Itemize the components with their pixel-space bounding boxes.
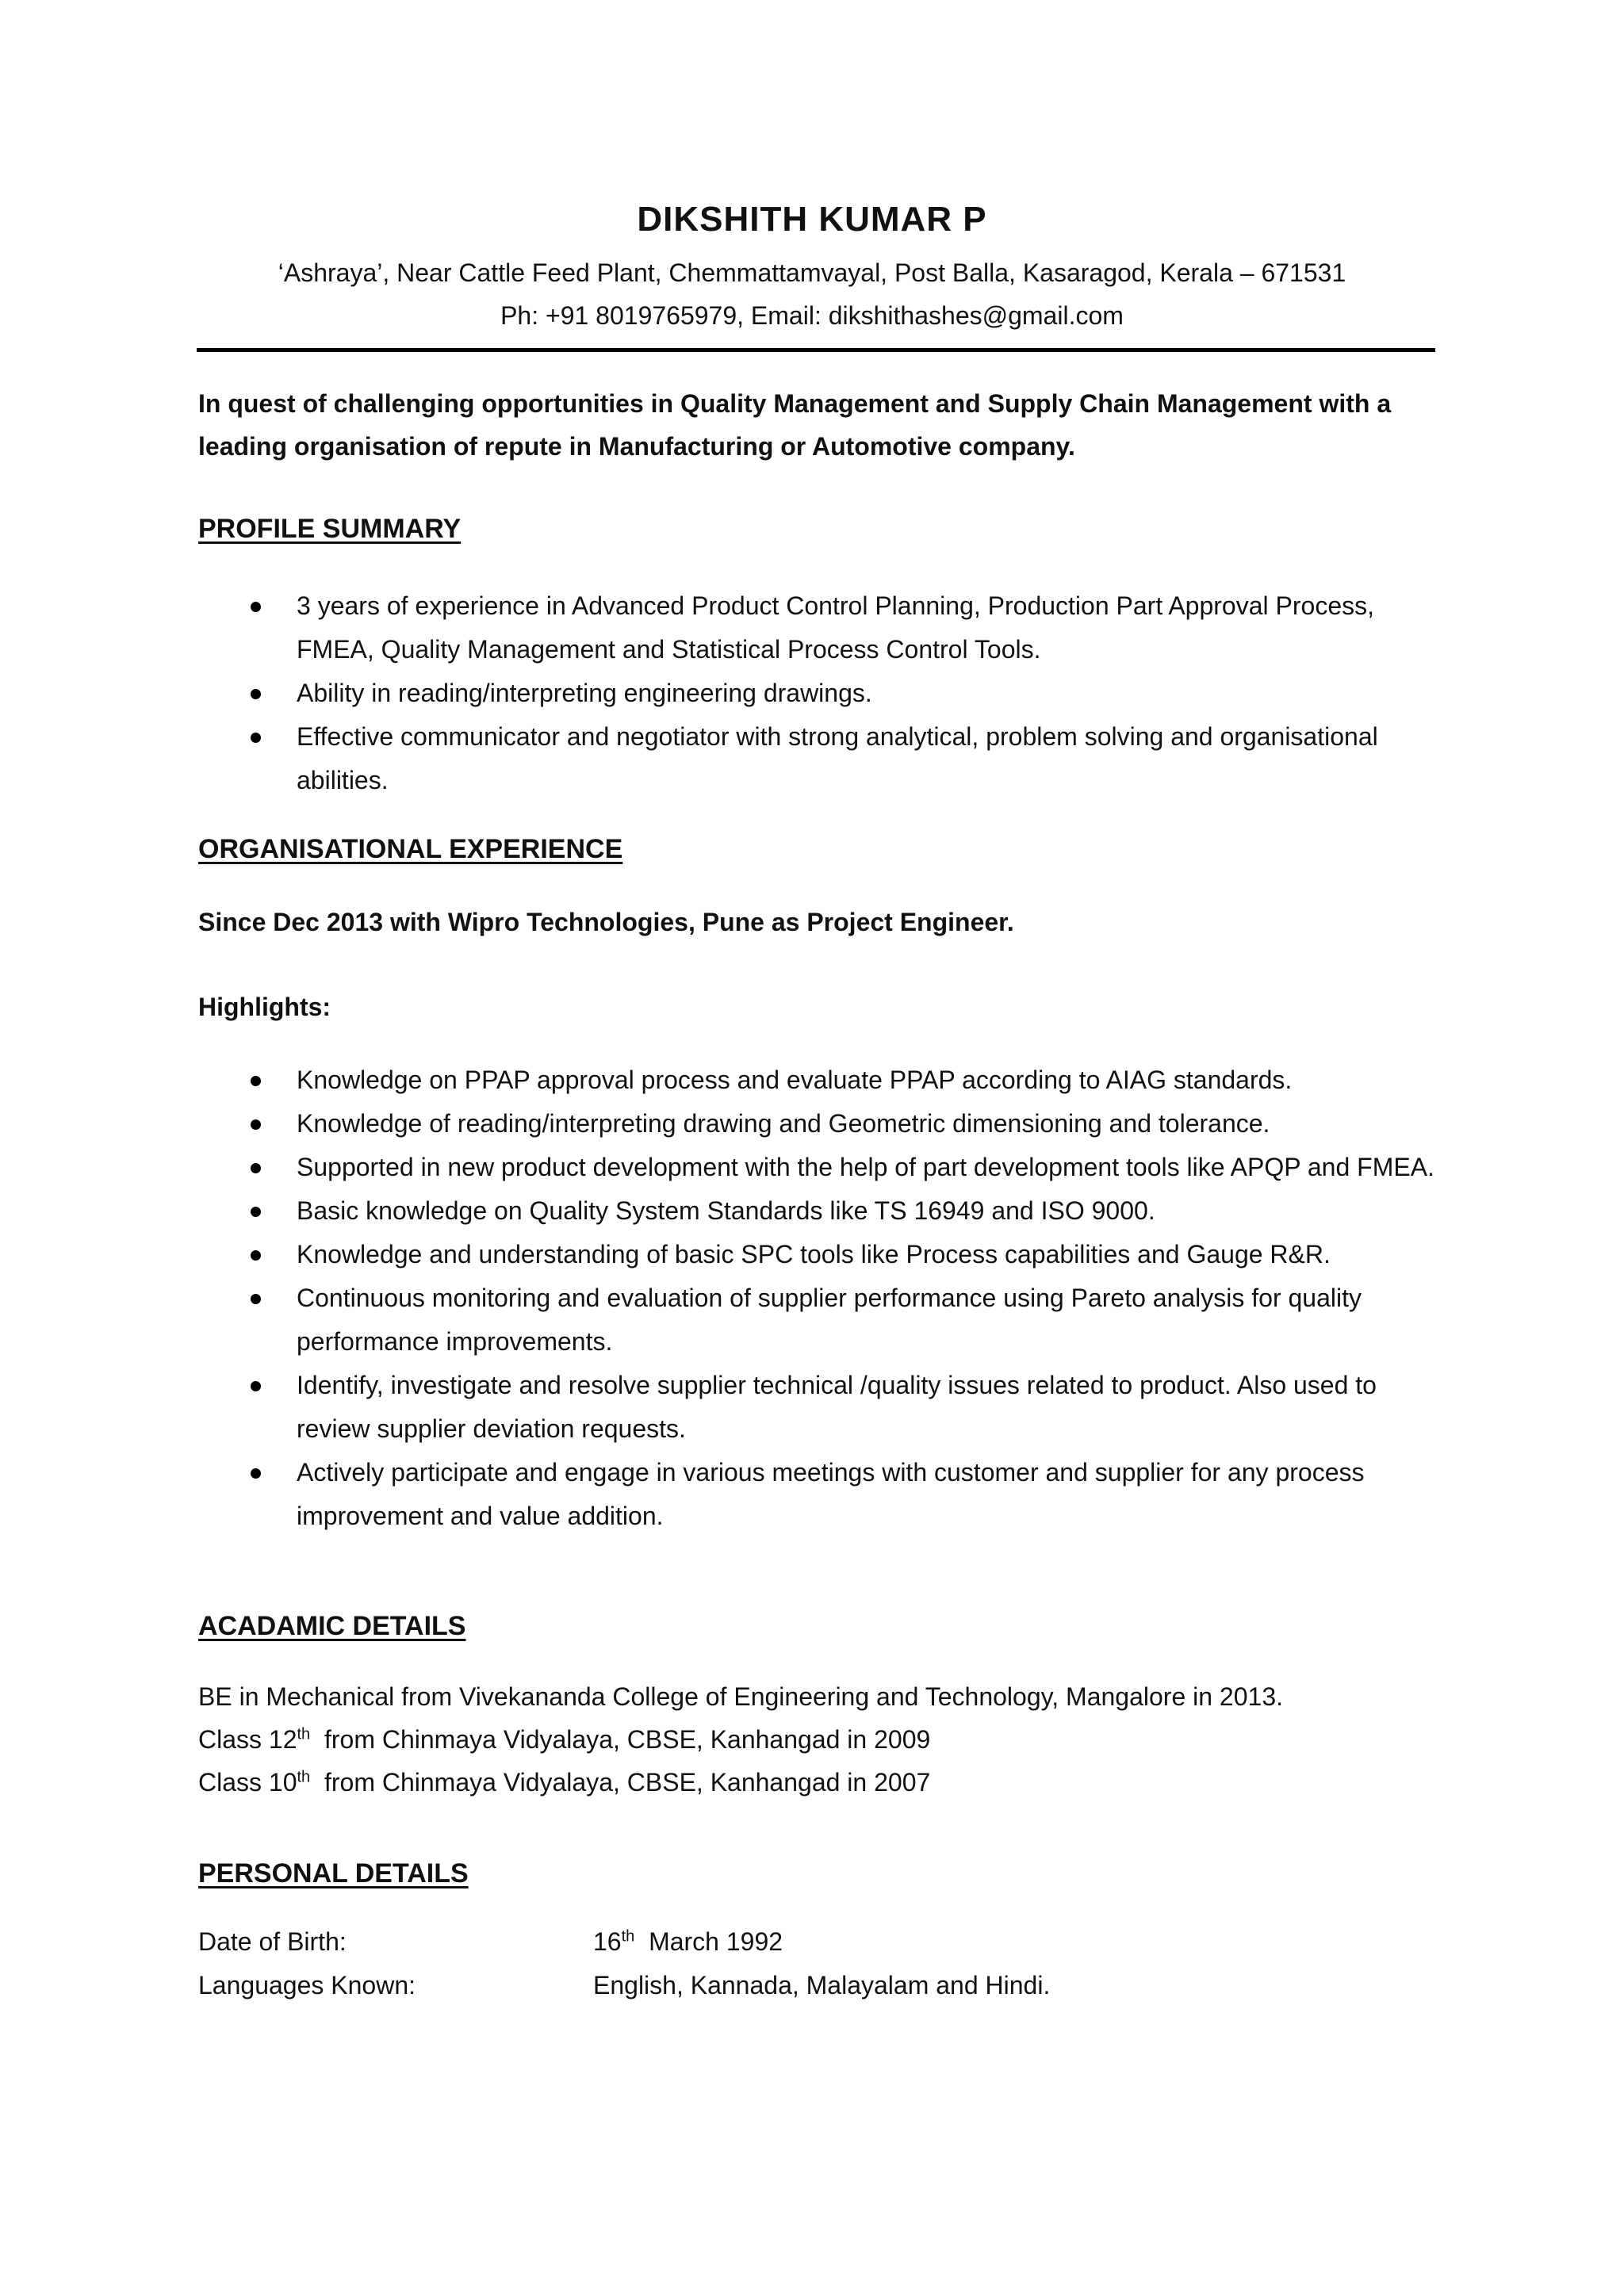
list-item <box>198 1233 1435 1276</box>
list-item <box>198 1451 1435 1538</box>
list-item-text: Knowledge and understanding of basic SPC tools like Process capabilities and Gauge R&R. <box>297 1240 1331 1269</box>
list-item <box>198 672 1435 715</box>
class12-details: from Chinmaya Vidyalaya, CBSE, Kanhangad in 2009 <box>310 1725 931 1754</box>
list-item <box>198 1189 1435 1233</box>
personal-heading: PERSONAL DETAILS <box>198 1858 469 1888</box>
list-item-text: 3 years of experience in Advanced Product Control Planning, Production Part Approval Process, FMEA, Quality Management and Statistical Process Control Tools. <box>297 591 1374 664</box>
bullet-icon <box>251 1119 261 1130</box>
list-item <box>198 715 1435 802</box>
bullet-icon <box>251 1381 261 1391</box>
dob-value <box>593 1927 783 1957</box>
academic-class10 <box>198 1768 930 1797</box>
list-item <box>198 1102 1435 1146</box>
list-item-text: Knowledge on PPAP approval process and evaluate PPAP according to AIAG standards. <box>297 1066 1293 1094</box>
list-item-text: Effective communicator and negotiator with strong analytical, problem solving and organisational abilities. <box>297 722 1378 794</box>
candidate-contact: Ph: +91 8019765979, Email: dikshithashes@gmail.com <box>500 301 1124 330</box>
bullet-icon <box>251 1294 261 1304</box>
list-item-text: Supported in new product development with the help of part development tools like APQP and FMEA. <box>297 1153 1434 1181</box>
academic-class12 <box>198 1725 930 1755</box>
dob-suffix: th <box>621 1927 635 1946</box>
experience-role: Since Dec 2013 with Wipro Technologies, Pune as Project Engineer. <box>198 908 1014 936</box>
list-item <box>198 1146 1435 1189</box>
dob-day: 16 <box>593 1927 622 1956</box>
dob-label: Date of Birth: <box>198 1927 347 1956</box>
languages-value: English, Kannada, Malayalam and Hindi. <box>593 1971 1051 1999</box>
list-item <box>198 1058 1435 1102</box>
list-item <box>198 584 1435 672</box>
dob-month-year: March 1992 <box>634 1927 783 1956</box>
candidate-name: DIKSHITH KUMAR P <box>637 200 987 239</box>
list-item-text: Ability in reading/interpreting engineering drawings. <box>297 679 872 707</box>
list-item-text: Knowledge of reading/interpreting drawing and Geometric dimensioning and tolerance. <box>297 1109 1270 1138</box>
candidate-address: ‘Ashraya’, Near Cattle Feed Plant, Chemmattamvayal, Post Balla, Kasaragod, Kerala – 671531 <box>278 258 1346 287</box>
class10-suffix: th <box>297 1768 311 1786</box>
academic-be: BE in Mechanical from Vivekananda College of Engineering and Technology, Mangalore in 2013. <box>198 1682 1283 1711</box>
experience-heading: ORGANISATIONAL EXPERIENCE <box>198 834 623 864</box>
list-item-text: Continuous monitoring and evaluation of supplier performance using Pareto analysis for quality performance improvements. <box>297 1284 1362 1356</box>
list-item <box>198 1276 1435 1364</box>
bullet-icon <box>251 1076 261 1086</box>
career-objective: In quest of challenging opportunities in Quality Management and Supply Chain Management with a leading organisation of repute in Manufacturing or Automotive company. <box>198 389 1392 461</box>
class12-prefix: Class 12 <box>198 1725 297 1754</box>
highlights-label: Highlights: <box>198 993 331 1021</box>
experience-highlights-list <box>198 1058 1435 1538</box>
profile-summary-list <box>198 584 1435 802</box>
class10-prefix: Class 10 <box>198 1768 297 1797</box>
bullet-icon <box>251 1468 261 1479</box>
bullet-icon <box>251 689 261 699</box>
bullet-icon <box>251 1250 261 1261</box>
list-item-text: Basic knowledge on Quality System Standards like TS 16949 and ISO 9000. <box>297 1196 1155 1225</box>
languages-label: Languages Known: <box>198 1971 416 1999</box>
bullet-icon <box>251 733 261 743</box>
header-divider <box>197 348 1435 352</box>
bullet-icon <box>251 602 261 612</box>
class10-details: from Chinmaya Vidyalaya, CBSE, Kanhangad in 2007 <box>310 1768 931 1797</box>
list-item-text: Identify, investigate and resolve supplier technical /quality issues related to product. Also used to review supplier deviation requests. <box>297 1371 1377 1443</box>
bullet-icon <box>251 1163 261 1173</box>
class12-suffix: th <box>297 1725 311 1743</box>
list-item-text: Actively participate and engage in various meetings with customer and supplier for any process improvement and value addition. <box>297 1458 1365 1530</box>
bullet-icon <box>251 1207 261 1217</box>
list-item <box>198 1364 1435 1451</box>
profile-summary-heading: PROFILE SUMMARY <box>198 514 462 544</box>
academic-heading: ACADAMIC DETAILS <box>198 1611 466 1641</box>
